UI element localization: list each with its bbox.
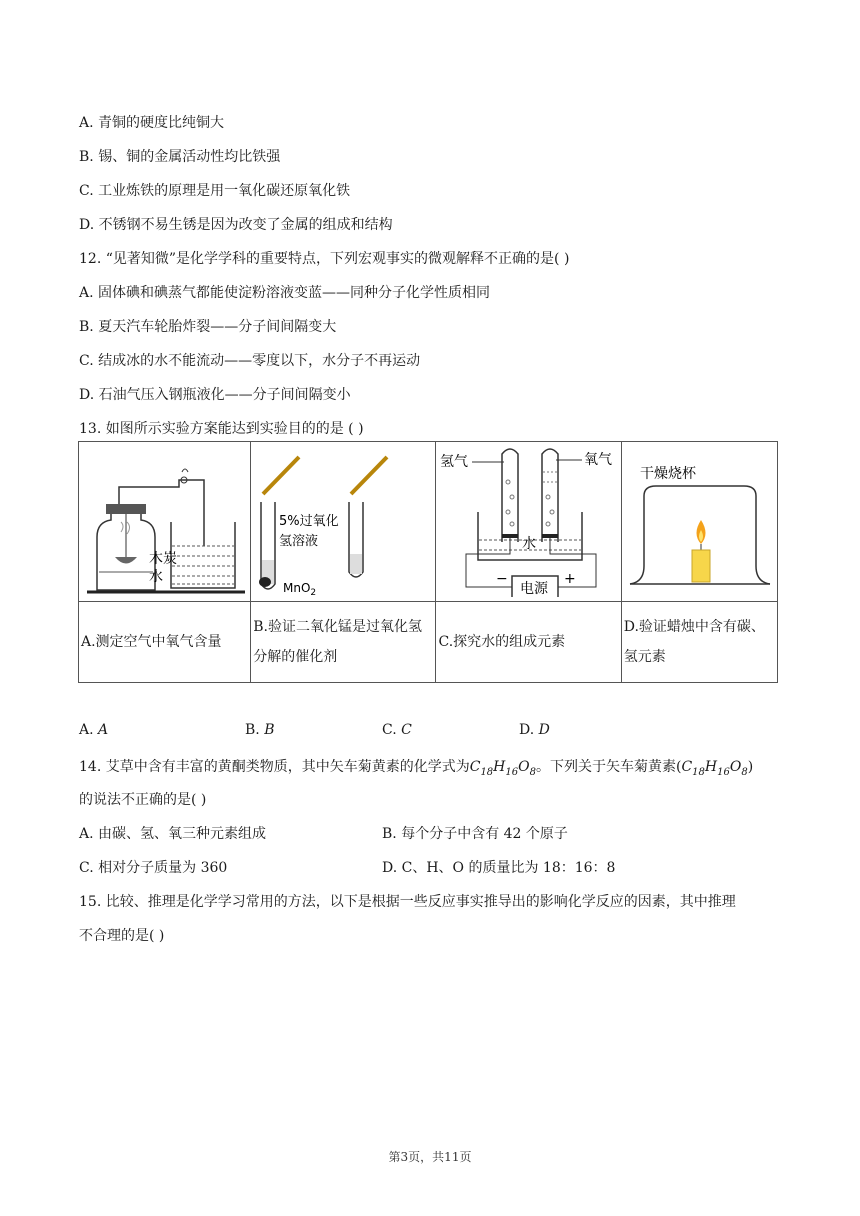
q13-option-a: A <box>98 722 109 738</box>
figure-c-cell <box>436 442 621 602</box>
catalyst-apparatus <box>251 442 435 597</box>
dry-beaker-label: 干燥烧杯 <box>639 466 696 482</box>
q15-stem: 15. 比较、推理是化学学习常用的方法，以下是根据一些反应事实推导出的影响化学反应的因素，其中推理 <box>79 894 736 910</box>
q12-option-b: B. 夏天汽车轮胎炸裂——分子间间隔变大 <box>79 319 337 335</box>
q11-option-a: A. 青铜的硬度比纯铜大 <box>79 115 225 131</box>
q14-option-b: B. 每个分子中含有 42 个原子 <box>382 826 568 842</box>
q14-stem-part3: ) <box>747 759 754 775</box>
q13-option-a-prefix: A. <box>79 722 99 738</box>
svg-text:MnO2 <box>283 581 316 597</box>
q14-option-d: D. C、H、O 的质量比为 18：16：8 <box>382 860 616 876</box>
q14-stem-part1: 14. 艾草中含有丰富的黄酮类物质，其中矢车菊黄素的化学式为 <box>79 759 470 775</box>
charcoal-label: 木炭 <box>149 551 177 567</box>
caption-a: A.测定空气中氧气含量 <box>79 602 251 683</box>
q13-stem: 13. 如图所示实验方案能达到实验目的的是 ( ) <box>79 421 364 437</box>
q12-option-d: D. 石油气压入钢瓶液化——分子间间隔变小 <box>79 387 351 403</box>
h2o2-label: 5%过氧化 <box>279 514 339 529</box>
h2o2-label-2: 氢溶液 <box>279 534 319 549</box>
q14-stem <box>79 756 753 778</box>
figure-d-cell <box>621 442 777 602</box>
q14-option-a: A. 由碳、氢、氧三种元素组成 <box>79 826 267 842</box>
mno2-label: MnO <box>283 581 311 595</box>
power-label: 电源 <box>520 581 549 597</box>
water-label-2: 水 <box>522 536 537 552</box>
electrolysis-apparatus <box>436 442 620 597</box>
q12-option-c: C. 结成冰的水不能流动——零度以下，水分子不再运动 <box>79 353 421 369</box>
oxygen-label: 氧气 <box>584 452 613 468</box>
figure-a-cell <box>79 442 251 602</box>
candle-apparatus <box>622 442 777 597</box>
q11-option-b: B. 锡、铜的金属活动性均比铁强 <box>79 149 281 165</box>
q14-formula: $C_{18}H_{16}O_8$ <box>469 759 536 778</box>
q14-option-c: C. 相对分子质量为 360 <box>79 860 228 876</box>
q13-option-d-prefix: D. <box>519 722 539 738</box>
figure-b-cell <box>251 442 436 602</box>
q12-stem: 12. “见著知微”是化学学科的重要特点，下列宏观事实的微观解释不正确的是( ) <box>79 251 570 267</box>
q15-stem-line2: 不合理的是( ) <box>79 928 165 944</box>
q11-option-d: D. 不锈钢不易生锈是因为改变了金属的组成和结构 <box>79 217 393 233</box>
caption-d: D.验证蜡烛中含有碳、氢元素 <box>621 602 777 683</box>
caption-b: B.验证二氧化锰是过氧化氢分解的催化剂 <box>251 602 436 683</box>
q14-formula-2: $C_{18}H_{16}O_8$ <box>681 759 748 778</box>
q13-option-c: C <box>401 722 412 738</box>
mno2-subscript: 2 <box>310 588 317 597</box>
q11-option-c: C. 工业炼铁的原理是用一氧化碳还原氧化铁 <box>79 183 351 199</box>
air-oxygen-apparatus <box>79 442 250 597</box>
q14-stem-part2: 。下列关于矢车菊黄素( <box>535 759 682 775</box>
page-footer: 第3页，共11页 <box>388 1150 472 1164</box>
plus-sign: + <box>564 571 577 587</box>
q13-option-c-prefix: C. <box>382 722 402 738</box>
water-label: 水 <box>149 569 163 585</box>
q14-stem-line2: 的说法不正确的是( ) <box>79 792 207 808</box>
caption-c: C.探究水的组成元素 <box>436 602 621 683</box>
hydrogen-label: 氢气 <box>440 454 469 470</box>
minus-sign: − <box>496 571 509 587</box>
q13-option-d: D <box>538 722 550 738</box>
q13-figure-table <box>78 441 778 683</box>
q13-option-b: B <box>264 722 275 738</box>
q12-option-a: A. 固体碘和碘蒸气都能使淀粉溶液变蓝——同种分子化学性质相同 <box>79 285 491 301</box>
q13-option-b-prefix: B. <box>245 722 265 738</box>
